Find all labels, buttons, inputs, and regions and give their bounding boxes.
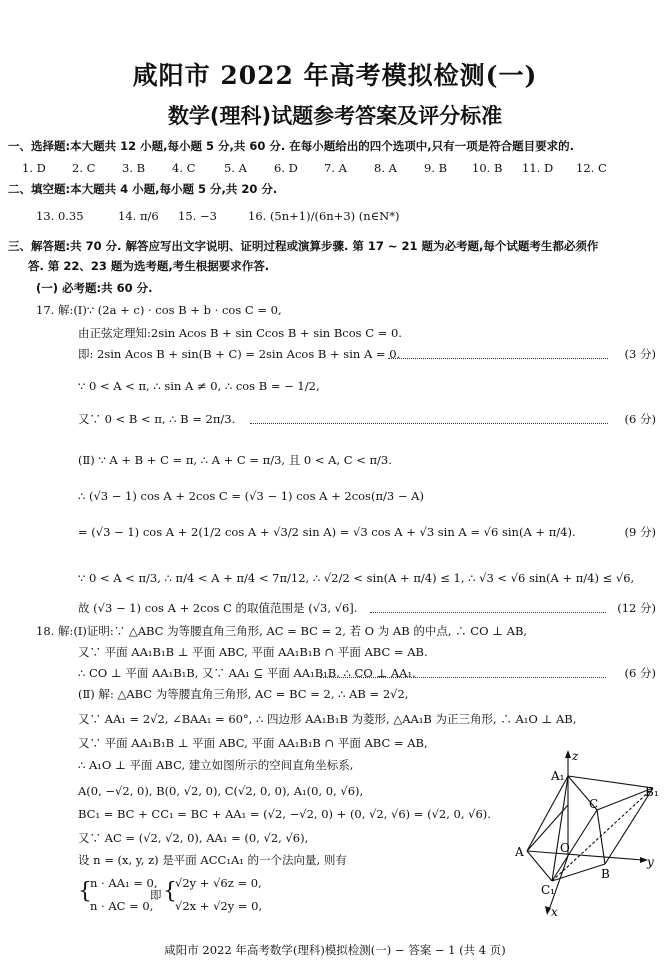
q18-line-7: ∴ A₁O ⊥ 平面 ABC, 建立如图所示的空间直角坐标系, (78, 758, 354, 772)
q18-line-5: 又∵ AA₁ = 2√2, ∠BAA₁ = 60°, ∴ 四边形 AA₁B₁B 为菱形, △AA₁B 为正三角形, ∴ A₁O ⊥ AB, (78, 712, 577, 726)
page-subtitle: 数学(理科)试题参考答案及评分标准 (167, 104, 503, 128)
section3-heading-line2: 答. 第 22、23 题为选考题,考生根据要求作答. (28, 259, 270, 273)
q18-line-1: 18. 解:(Ⅰ)证明:∵ △ABC 为等腰直角三角形, AC = BC = 2, 若 O 为 AB 的中点, ∴ CO ⊥ AB, (36, 624, 528, 638)
q17-line-7: ∴ (√3 − 1) cos A + 2cos C = (√3 − 1) cos A + 2cos(π/3 − A) (78, 489, 424, 503)
q17-line-1: 17. 解:(Ⅰ)∵ (2a + c) · cos B + b · cos C = 0, (36, 303, 282, 317)
q18-line-2: 又∵ 平面 AA₁B₁B ⊥ 平面 ABC, 平面 AA₁B₁B ∩ 平面 ABC = AB. (78, 645, 428, 659)
label-c: C (589, 797, 599, 811)
edge (597, 810, 605, 864)
y-axis (527, 851, 643, 860)
q18-line-6: 又∵ 平面 AA₁B₁B ⊥ 平面 ABC, 平面 AA₁B₁B ∩ 平面 ABC = AB, (78, 736, 428, 750)
q17-line-3: 即: 2sin Acos B + sin(B + C) = 2sin Acos B + sin A = 0. (78, 347, 401, 361)
score-3: (3 分) (624, 347, 656, 361)
answer-8: 8. A (374, 161, 397, 175)
label-a: A (515, 845, 524, 859)
dot-leader (320, 677, 606, 678)
q18-eq-1: n · AA₁ = 0, (90, 876, 158, 890)
q17-line-5: 又∵ 0 < B < π, ∴ B = 2π/3. (78, 412, 236, 426)
answer-7: 7. A (324, 161, 347, 175)
q17-line-8: = (√3 − 1) cos A + 2(1/2 cos A + √3/2 sin A) = √3 cos A + √3 sin A = √6 sin(A + π/4). (78, 525, 576, 539)
score-6: (6 分) (624, 412, 656, 426)
q17-line-6: (Ⅱ) ∵ A + B + C = π, ∴ A + C = π/3, 且 0 < A, C < π/3. (78, 453, 392, 467)
dot-leader (370, 612, 606, 613)
left-brace: { (78, 879, 92, 904)
dot-leader (388, 358, 608, 359)
prism-figure (505, 748, 665, 928)
page-footer: 咸阳市 2022 年高考数学(理科)模拟检测(一) − 答案 − 1 (共 4 页) (164, 943, 506, 957)
answer-3: 3. B (122, 161, 146, 175)
section2-heading: 二、填空题:本大题共 4 小题,每小题 5 分,共 20 分. (8, 182, 278, 196)
answer-9: 9. B (424, 161, 448, 175)
label-z: z (572, 749, 579, 763)
q17-line-10: 故 (√3 − 1) cos A + 2cos C 的取值范围是 (√3, √6]. (78, 601, 358, 615)
answer-16: 16. (5n+1)/(6n+3) (n∈N*) (248, 209, 400, 223)
score-12: (12 分) (617, 601, 656, 615)
q18-eq-2: n · AC = 0, (90, 899, 154, 913)
label-b: B (601, 867, 610, 881)
score-9: (9 分) (624, 525, 656, 539)
label-b1: B₁ (645, 785, 659, 799)
edge (568, 776, 653, 788)
answer-1: 1. D (22, 161, 46, 175)
score-6b: (6 分) (624, 666, 656, 680)
section1-heading: 一、选择题:本大题共 12 小题,每小题 5 分,共 60 分. 在每小题给出的四个选项中,只有一项是符合题目要求的. (8, 139, 574, 153)
answer-13: 13. 0.35 (36, 209, 84, 223)
left-brace: { (163, 879, 177, 904)
q17-line-2: 由正弦定理知:2sin Acos B + sin Ccos B + sin Bcos C = 0. (78, 326, 402, 340)
answer-10: 10. B (472, 161, 503, 175)
answer-5: 5. A (224, 161, 247, 175)
page-title: 咸阳市 2022 年高考模拟检测(一) (132, 61, 538, 90)
q18-line-10: 又∵ AC = (√2, √2, 0), AA₁ = (0, √2, √6), (78, 831, 309, 845)
answer-14: 14. π/6 (118, 209, 159, 223)
answer-6: 6. D (274, 161, 298, 175)
answer-2: 2. C (72, 161, 96, 175)
q18-line-9: BC₁ = BC + CC₁ = BC + AA₁ = (√2, −√2, 0) + (0, √2, √6) = (√2, 0, √6). (78, 807, 491, 821)
edge (552, 864, 605, 881)
answer-15: 15. −3 (178, 209, 217, 223)
q18-eq-word: 即 (150, 888, 162, 902)
section3-heading-line1: 三、解答题:共 70 分. 解答应写出文字说明、证明过程或演算步骤. 第 17 ~ 21 题为必考题,每个试题考生都必须作 (8, 239, 599, 253)
section3-part1: (一) 必考题:共 60 分. (36, 281, 153, 295)
q18-line-11: 设 n = (x, y, z) 是平面 ACC₁A₁ 的一个法向量, 则有 (78, 853, 347, 867)
q18-line-3: ∴ CO ⊥ 平面 AA₁B₁B, 又∵ AA₁ ⊆ 平面 AA₁B₁B, ∴ CO ⊥ AA₁. (78, 666, 416, 680)
answer-12: 12. C (576, 161, 607, 175)
label-o: O (560, 841, 570, 855)
q17-line-9: ∵ 0 < A < π/3, ∴ π/4 < A + π/4 < 7π/12, ∴ √2/2 < sin(A + π/4) ≤ 1, ∴ √3 < √6 sin(A + π/4) ≤ √6, (78, 571, 635, 585)
q18-line-4: (Ⅱ) 解: △ABC 为等腰直角三角形, AC = BC = 2, ∴ AB = 2√2, (78, 687, 409, 701)
label-y: y (647, 855, 654, 869)
label-x: x (551, 905, 558, 919)
label-c1: C₁ (541, 883, 555, 897)
q18-line-8: A(0, −√2, 0), B(0, √2, 0), C(√2, 0, 0), A₁(0, 0, √6), (78, 784, 364, 798)
answer-4: 4. C (172, 161, 196, 175)
q18-eq-3: √2y + √6z = 0, (175, 876, 262, 890)
label-a1: A₁ (551, 769, 565, 783)
dot-leader (250, 423, 608, 424)
q17-line-4: ∵ 0 < A < π, ∴ sin A ≠ 0, ∴ cos B = − 1/2, (78, 379, 320, 393)
answer-11: 11. D (522, 161, 554, 175)
edge (527, 851, 552, 881)
q18-eq-4: √2x + √2y = 0, (175, 899, 263, 913)
